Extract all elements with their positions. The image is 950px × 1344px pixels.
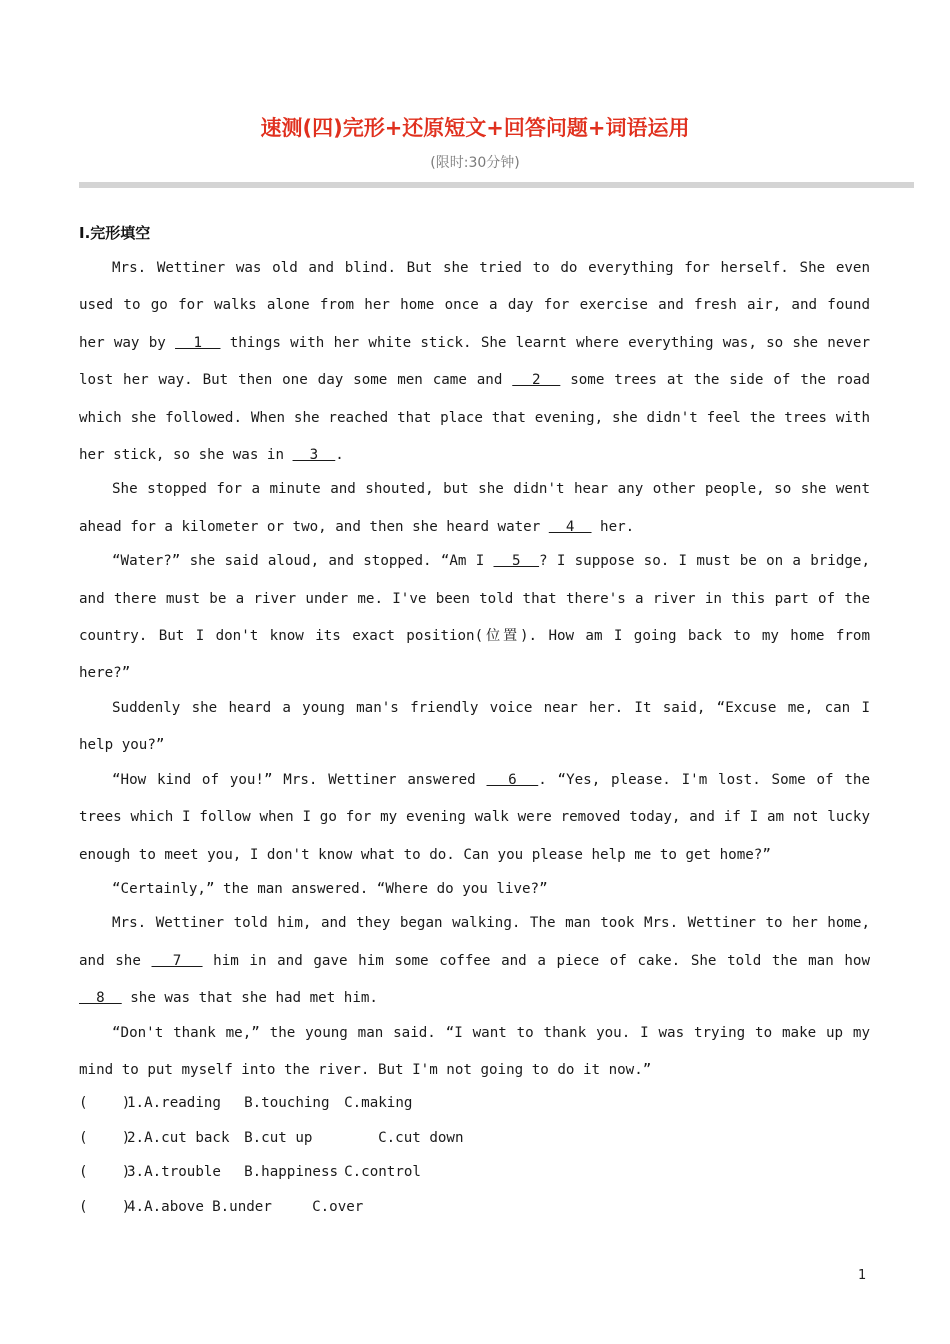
option-a: A.trouble [144, 1164, 221, 1180]
blank-8: 8 [79, 990, 122, 1007]
option-b: B.touching [244, 1095, 330, 1111]
option-b: B.happiness [244, 1164, 339, 1180]
question-row [79, 1193, 870, 1228]
blank-3: 3 [292, 447, 336, 464]
option-a: A.above [144, 1198, 204, 1215]
paragraph-5: “How kind of you!” Mrs. Wettiner answered 6 . “Yes, please. I'm lost. Some of the trees which I follow when I go for my evening walk were removed today, and if I am not lucky enough to meet you, I don't know what to do. Can you please help me to get home?” [79, 771, 871, 863]
paragraph-7: Mrs. Wettiner told him, and they began walking. The man took Mrs. Wettiner to her home, and she 7 him in and gave him some coffee and a piece of cake. She told the man how 8 she was that she had met him. [79, 915, 870, 1007]
option-c: C.making [344, 1095, 413, 1111]
question-row [79, 1158, 870, 1193]
blank-1: 1 [175, 334, 221, 351]
blank-4: 4 [548, 518, 592, 535]
option-c: C.cut down [378, 1129, 464, 1146]
blank-7: 7 [151, 952, 203, 969]
option-a: A.cut back [144, 1129, 230, 1146]
question-number: 1. [127, 1095, 145, 1111]
section-heading: Ⅰ.完形填空 [79, 224, 151, 242]
question-row [79, 1124, 870, 1159]
question-options [79, 1089, 870, 1227]
blank-2: 2 [512, 372, 561, 389]
paragraph-4: Suddenly she heard a young man's friendly voice near her. It said, “Excuse me, can I help you?” [79, 699, 870, 754]
page-number: 1 [858, 1268, 867, 1283]
option-b: B.under [212, 1198, 272, 1215]
question-row [79, 1089, 870, 1124]
paragraph-6: “Certainly,” the man answered. “Where do you live?” [112, 880, 548, 897]
header-divider [79, 182, 914, 188]
option-c: C.over [312, 1198, 364, 1215]
option-b: B.cut up [244, 1129, 313, 1146]
time-limit-subtitle: (限时:30分钟) [430, 155, 520, 171]
question-number: 4. [127, 1198, 145, 1215]
answer-bracket[interactable]: ( ) [79, 1095, 131, 1111]
question-number: 3. [127, 1164, 145, 1180]
cloze-passage [79, 250, 870, 1086]
page-title: 速测(四)完形+还原短文+回答问题+词语运用 [260, 116, 690, 140]
answer-bracket[interactable]: ( ) [79, 1164, 131, 1180]
option-c: C.control [344, 1164, 421, 1180]
option-a: A.reading [144, 1095, 221, 1111]
answer-bracket[interactable]: ( ) [79, 1129, 131, 1146]
paragraph-3: “Water?” she said aloud, and stopped. “Am I 5 ? I suppose so. I must be on a bridge, and there must be a river under me. I've been told that there's a river in this part of the country. But I don't know its exact position(位置). How am I going back to my home from here?” [79, 553, 870, 682]
question-number: 2. [127, 1129, 145, 1146]
blank-6: 6 [486, 771, 539, 788]
answer-bracket[interactable]: ( ) [79, 1198, 131, 1215]
paragraph-8: “Don't thank me,” the young man said. “I want to thank you. I was trying to make up my mind to put myself into the river. But I'm not going to do it now.” [79, 1024, 870, 1078]
blank-5: 5 [493, 553, 540, 570]
paragraph-1: Mrs. Wettiner was old and blind. But she tried to do everything for herself. She even used to go for walks alone from her home once a day for exercise and fresh air, and found her way by 1 things with her white stick. She learnt where everything was, so she never lost her way. But then one day some men came and 2 some trees at the side of the road which she followed. When she reached that place that evening, she didn't feel the trees with her stick, so she was in 3 . [79, 260, 870, 464]
paragraph-2: She stopped for a minute and shouted, but she didn't hear any other people, so she went ahead for a kilometer or two, and then she heard water 4 her. [79, 481, 870, 535]
